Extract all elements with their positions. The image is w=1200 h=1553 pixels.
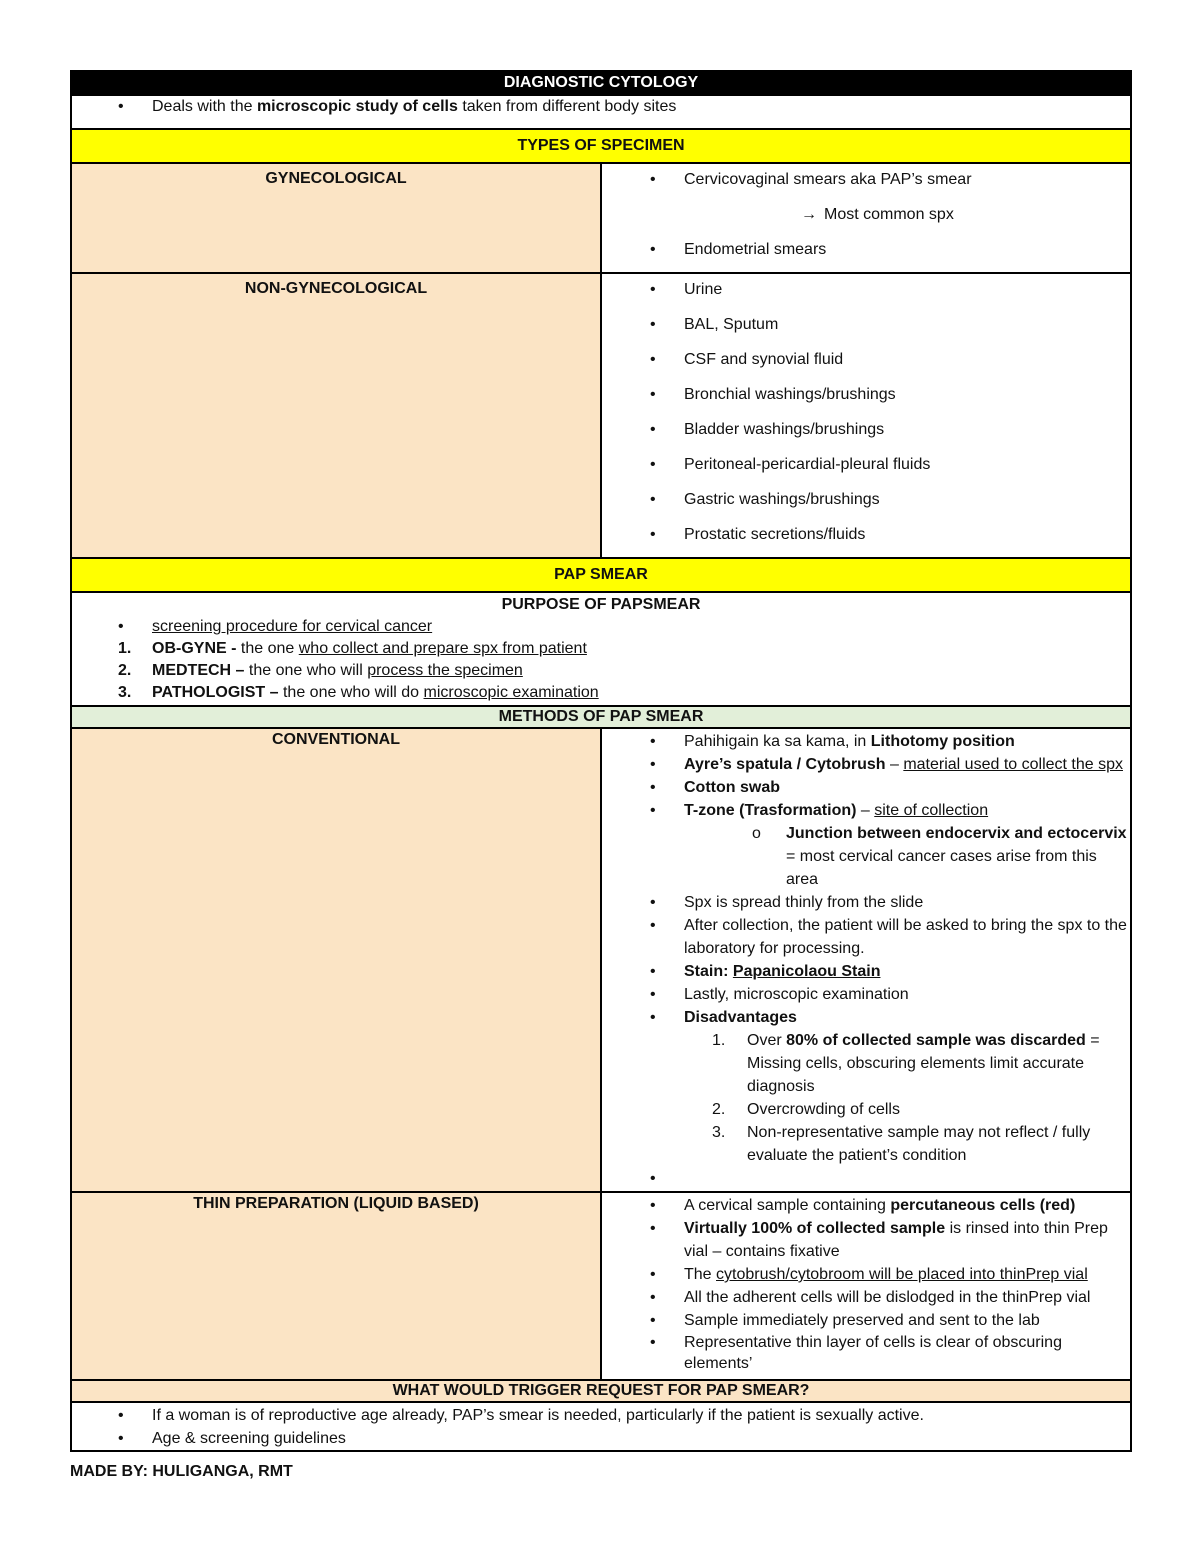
conventional-label: CONVENTIONAL [71,728,601,1192]
arrow-icon: → [801,206,817,223]
list-item: • All the adherent cells will be dislodged in the thinPrep vial [602,1286,1130,1309]
list-item: • After collection, the patient will be asked to bring the spx to the laboratory for processing. [602,914,1130,960]
document-page [70,70,1130,1452]
thin-preparation-list [601,1192,1131,1380]
purpose-title: PURPOSE OF PAPSMEAR [501,596,701,613]
list-item: • T-zone (Trasformation) – site of collection [602,799,1130,822]
footer-credit: MADE BY: HULIGANGA, RMT [70,1463,293,1480]
list-item: • Prostatic secretions/fluids [602,522,1130,557]
list-item: • Disadvantages [602,1006,1130,1029]
document-title: DIAGNOSTIC CYTOLOGY [71,71,1131,95]
list-item: • Stain: Papanicolaou Stain [602,960,1130,983]
list-item: • Peritoneal-pericardial-pleural fluids [602,452,1130,487]
list-item: 1. OB-GYNE - the one who collect and prepare spx from patient [118,640,587,657]
trigger-header: WHAT WOULD TRIGGER REQUEST FOR PAP SMEAR? [71,1380,1131,1402]
list-item: • Lastly, microscopic examination [602,983,1130,1006]
thin-preparation-label: THIN PREPARATION (LIQUID BASED) [71,1192,601,1380]
list-item: 3. Non-representative sample may not reflect / fully evaluate the patient’s condition [712,1124,1091,1164]
list-item: • Urine [602,277,1130,312]
list-item: • Sample immediately preserved and sent to the lab [602,1309,1130,1332]
empty-list-item [602,1167,1130,1190]
list-item: 2. Overcrowding of cells [712,1101,900,1118]
list-item: • The cytobrush/cytobroom will be placed into thinPrep vial [602,1263,1130,1286]
types-of-specimen-header: TYPES OF SPECIMEN [71,129,1131,163]
list-item: • A cervical sample containing percutaneous cells (red) [602,1194,1130,1217]
list-item: • Spx is spread thinly from the slide [602,891,1130,914]
methods-header: METHODS OF PAP SMEAR [71,706,1131,728]
intro-bullet: • Deals with the microscopic study of cells taken from different body sites [72,98,1130,116]
list-item: • BAL, Sputum [602,312,1130,347]
list-item: • CSF and synovial fluid [602,347,1130,382]
trigger-cell [71,1402,1131,1451]
list-item: • Age & screening guidelines [72,1427,1130,1450]
purpose-cell [71,592,1131,706]
list-item: • Gastric washings/brushings [602,487,1130,522]
list-item: o Junction between endocervix and ectocervix = most cervical cancer cases arise from this area [752,825,1127,888]
list-item: • Representative thin layer of cells is clear of obscuring elements’ [602,1332,1130,1374]
list-item: • Bronchial washings/brushings [602,382,1130,417]
list-item: • Virtually 100% of collected sample is rinsed into thin Prep vial – contains fixative [602,1217,1130,1263]
list-item: → Most common spx [602,202,1130,237]
pap-smear-header: PAP SMEAR [71,558,1131,592]
list-item: 1. Over 80% of collected sample was discarded = Missing cells, obscuring elements limit accurate diagnosis [712,1032,1100,1095]
gynecological-list [601,163,1131,273]
list-item: • Ayre’s spatula / Cytobrush – material used to collect the spx [602,753,1130,776]
non-gynecological-list [601,273,1131,558]
list-item: • Cervicovaginal smears aka PAP’s smear [602,167,1130,202]
gynecological-label: GYNECOLOGICAL [71,163,601,273]
non-gynecological-label: NON-GYNECOLOGICAL [71,273,601,558]
list-item: • Endometrial smears [602,237,1130,272]
purpose-bullet: • screening procedure for cervical cancer [72,616,1130,638]
list-item: • Cotton swab [602,776,1130,799]
list-item: 2. MEDTECH – the one who will process the specimen [118,662,523,679]
list-item: • If a woman is of reproductive age already, PAP’s smear is needed, particularly if the patient is sexually active. [72,1404,1130,1427]
intro-cell [71,95,1131,129]
list-item: • Pahihigain ka sa kama, in Lithotomy position [602,730,1130,753]
cytology-table [70,70,1132,1452]
list-item: 3. PATHOLOGIST – the one who will do microscopic examination [118,684,599,701]
list-item: • Bladder washings/brushings [602,417,1130,452]
conventional-list [601,728,1131,1192]
